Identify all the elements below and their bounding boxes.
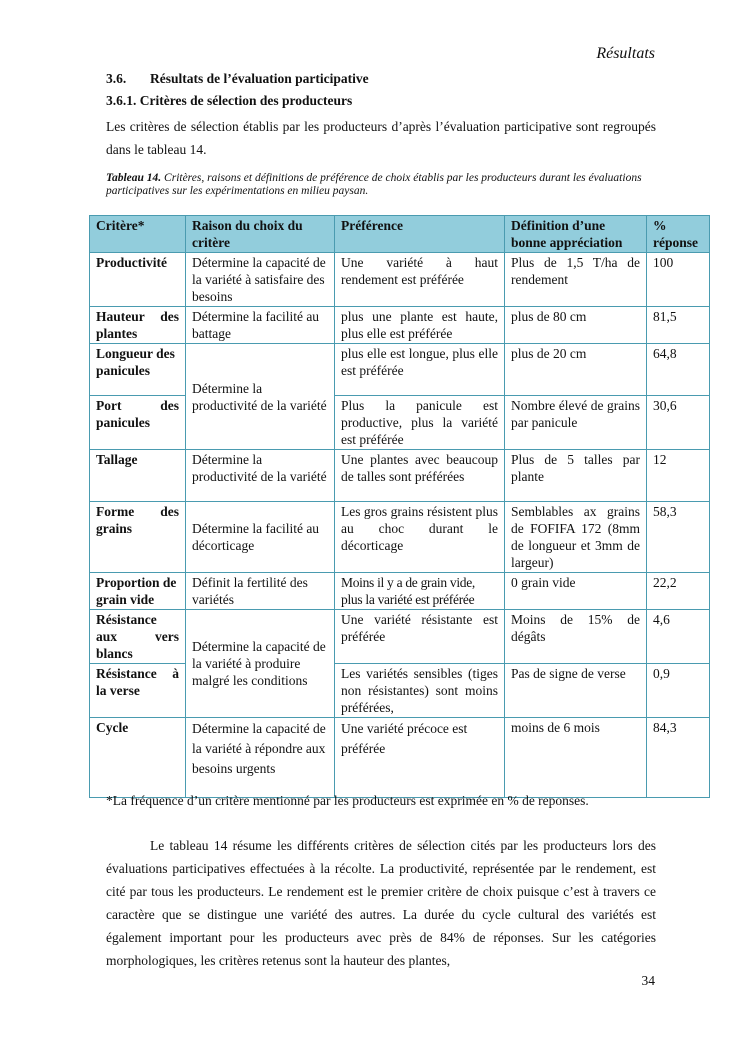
cell-raison: Définit la fertilité des variétés xyxy=(186,573,335,610)
cell-critere: Tallage xyxy=(90,450,186,502)
cell-raison: Détermine la facilité au battage xyxy=(186,307,335,344)
cell-raison: Détermine la productivité de la variété xyxy=(186,450,335,502)
cell-critere: Proportion de grain vide xyxy=(90,573,186,610)
cell-pct: 0,9 xyxy=(647,664,710,718)
cell-definition: Pas de signe de verse xyxy=(505,664,647,718)
table-caption: Tableau 14. Critères, raisons et définitions de préférence de choix établis par les producteurs durant les évaluations participatives sur les expérimentations en milieu paysan. xyxy=(106,172,642,197)
cell-preference: Les gros grains résistent plus au choc durant le décorticage xyxy=(335,502,505,573)
table-row xyxy=(90,344,710,396)
cell-critere: Port des panicules xyxy=(90,396,186,450)
header-cell: Définition d’une bonne appréciation xyxy=(505,216,647,253)
table-header-row xyxy=(90,216,710,253)
cell-critere: Longueur des panicules xyxy=(90,344,186,396)
table-row xyxy=(90,573,710,610)
cell-pct: 12 xyxy=(647,450,710,502)
table-row xyxy=(90,502,710,573)
cell-definition: Moins de 15% de dégâts xyxy=(505,610,647,664)
criteria-table xyxy=(89,215,710,798)
cell-definition: 0 grain vide xyxy=(505,573,647,610)
cell-definition: Semblables ax grains de FOFIFA 172 (8mm de longueur et 3mm de largeur) xyxy=(505,502,647,573)
header-cell: % réponse xyxy=(647,216,710,253)
cell-critere: Hauteur des plantes xyxy=(90,307,186,344)
cell-critere: Forme des grains xyxy=(90,502,186,573)
cell-preference: Plus la panicule est productive, plus la variété est préférée xyxy=(335,396,505,450)
table-row xyxy=(90,253,710,307)
cell-definition: plus de 20 cm xyxy=(505,344,647,396)
table-row xyxy=(90,664,710,718)
table-row xyxy=(90,396,710,450)
cell-raison: Détermine la capacité de la variété à satisfaire des besoins xyxy=(186,253,335,307)
cell-preference: Moins il y a de grain vide, plus la variété est préférée xyxy=(335,573,505,610)
cell-definition: moins de 6 mois xyxy=(505,718,647,798)
cell-preference: Une variété précoce est préférée xyxy=(335,718,505,798)
cell-preference: plus une plante est haute, plus elle est préférée xyxy=(335,307,505,344)
cell-raison: Détermine la capacité de la variété à répondre aux besoins urgents xyxy=(186,718,335,798)
table-row xyxy=(90,718,710,798)
header-cell: Raison du choix du critère xyxy=(186,216,335,253)
table-row xyxy=(90,450,710,502)
cell-critere: Cycle xyxy=(90,718,186,798)
cell-definition: Nombre élevé de grains par panicule xyxy=(505,396,647,450)
cell-definition: Plus de 5 talles par plante xyxy=(505,450,647,502)
cell-critere: Résistance aux vers blancs xyxy=(90,610,186,664)
cell-pct: 81,5 xyxy=(647,307,710,344)
cell-pct: 100 xyxy=(647,253,710,307)
cell-definition: plus de 80 cm xyxy=(505,307,647,344)
running-header: Résultats xyxy=(596,45,655,62)
page-number: 34 xyxy=(641,973,655,988)
intro-paragraph: Les critères de sélection établis par les producteurs d’après l’évaluation participative sont regroupés dans le tableau 14. xyxy=(106,119,656,157)
table-row xyxy=(90,307,710,344)
cell-pct: 4,6 xyxy=(647,610,710,664)
table-row xyxy=(90,610,710,664)
cell-critere: Productivité xyxy=(90,253,186,307)
cell-preference: Une variété résistante est préférée xyxy=(335,610,505,664)
cell-pct: 58,3 xyxy=(647,502,710,573)
subsection-heading: 3.6.1. Critères de sélection des producteurs xyxy=(106,93,353,108)
cell-raison: Détermine la productivité de la variété xyxy=(186,344,335,450)
cell-preference: Une plantes avec beaucoup de talles sont préférées xyxy=(335,450,505,502)
section-heading: 3.6. Résultats de l’évaluation participative xyxy=(106,71,369,86)
cell-pct: 84,3 xyxy=(647,718,710,798)
table-footnote: *La fréquence d’un critère mentionné par les producteurs est exprimée en % de reponses. xyxy=(106,793,589,808)
header-cell: Critère* xyxy=(90,216,186,253)
cell-preference: plus elle est longue, plus elle est préférée xyxy=(335,344,505,396)
header-cell: Préférence xyxy=(335,216,505,253)
cell-pct: 22,2 xyxy=(647,573,710,610)
cell-critere: Résistance à la verse xyxy=(90,664,186,718)
cell-preference: Les variétés sensibles (tiges non résistantes) sont moins préférées, xyxy=(335,664,505,718)
cell-raison: Détermine la facilité au décorticage xyxy=(186,502,335,573)
cell-raison: Détermine la capacité de la variété à produire malgré les conditions xyxy=(186,610,335,718)
cell-pct: 64,8 xyxy=(647,344,710,396)
body-text: Le tableau 14 résume les différents critères de sélection cités par les producteurs lors des évaluations participatives effectuées à la récolte. La productivité, représentée par le rendement, est cité par tous les producteurs. Le rendement est le premier critère de choix puisque c’est à travers ce caractère que se distingue une variété des autres. La durée du cycle cultural des variétés est également important pour les producteurs avec près de 84% de réponses. Sur les catégories morphologiques, les critères retenus sont la hauteur des plantes, xyxy=(106,838,656,968)
cell-pct: 30,6 xyxy=(647,396,710,450)
cell-definition: Plus de 1,5 T/ha de rendement xyxy=(505,253,647,307)
cell-preference: Une variété à haut rendement est préférée xyxy=(335,253,505,307)
